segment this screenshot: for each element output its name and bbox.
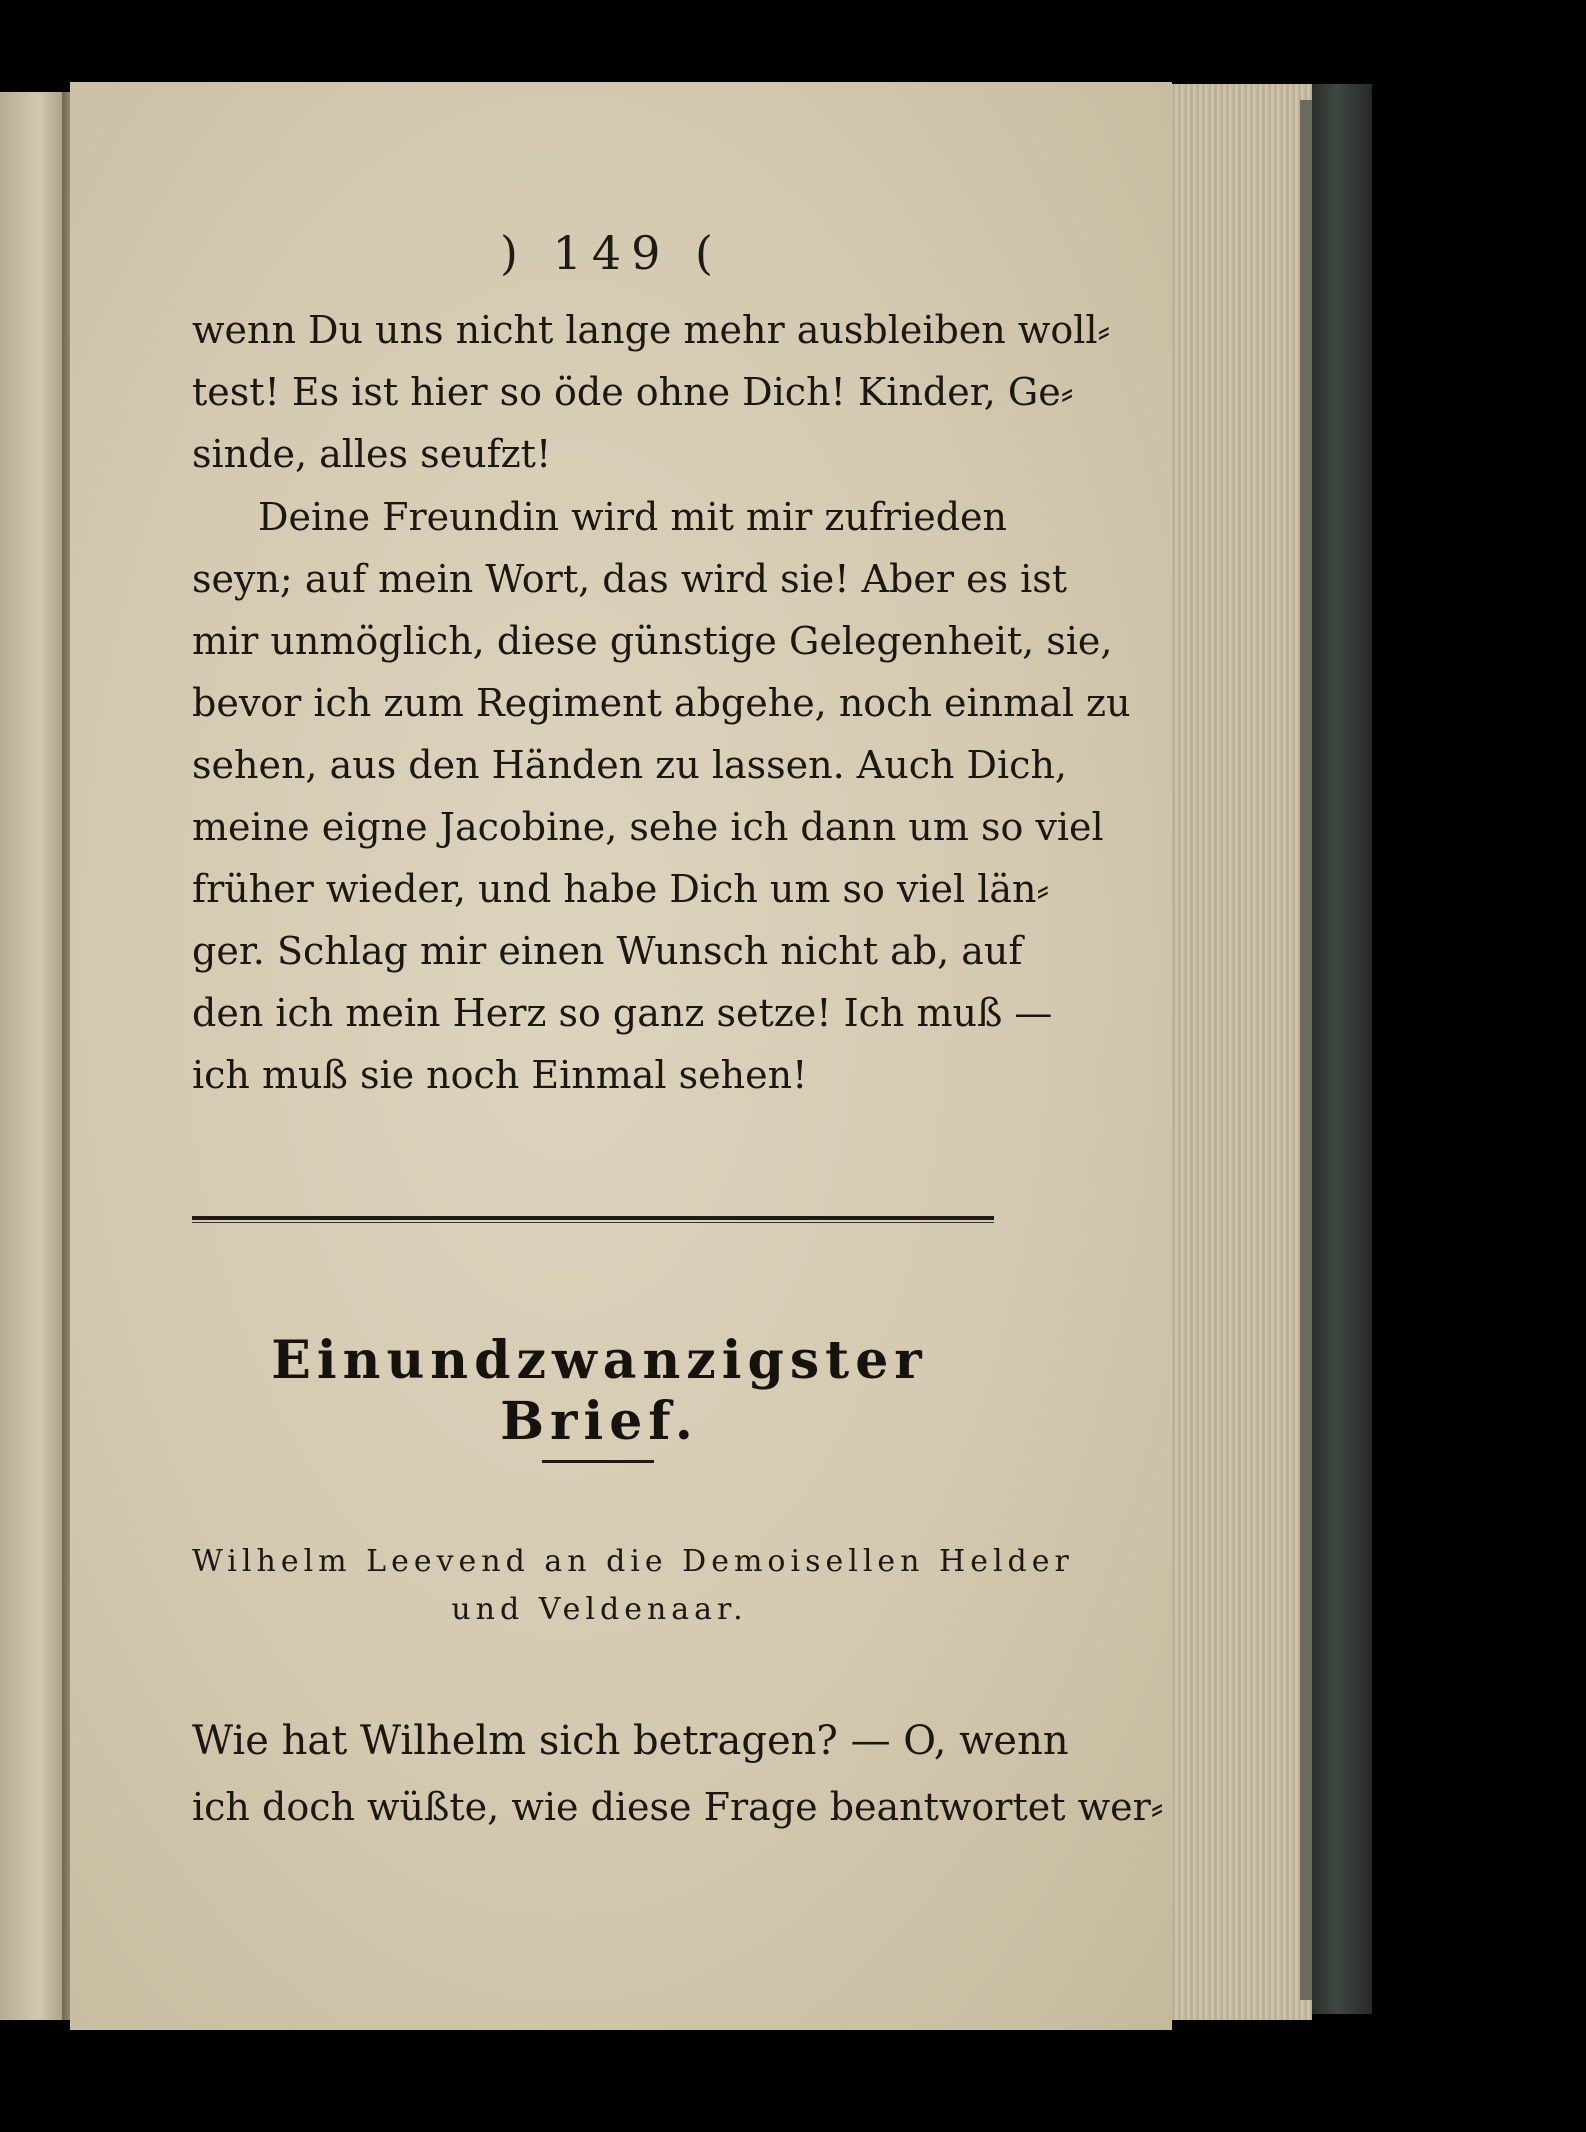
text-line: sehen, aus den Händen zu lassen. Auch Dich, (192, 743, 1068, 787)
text-line: test! Es ist hier so öde ohne Dich! Kinder, Ge⸗ (192, 370, 1074, 414)
letter-address-line: Wilhelm Leevend an die Demoisellen Helder (192, 1544, 1074, 1579)
text-line: bevor ich zum Regiment abgehe, noch einmal zu (192, 681, 1131, 725)
section-divider-thin (192, 1222, 994, 1223)
page-number: ) 149 ( (500, 226, 723, 280)
stacked-page-edges (1172, 84, 1312, 2020)
text-line: früher wieder, und habe Dich um so viel län⸗ (192, 867, 1050, 911)
text-line: sinde, alles seufzt! (192, 432, 552, 476)
text-line: meine eigne Jacobine, sehe ich dann um so viel (192, 805, 1104, 849)
text-line: wenn Du uns nicht lange mehr ausbleiben woll⸗ (192, 308, 1111, 352)
paragraph-first-line: Deine Freundin wird mit mir zufrieden (258, 495, 1008, 539)
text-line: den ich mein Herz so ganz setze! Ich muß — (192, 991, 1053, 1035)
heading-rule (542, 1460, 654, 1463)
text-line: mir unmöglich, diese günstige Gelegenheit, sie, (192, 619, 1113, 663)
letter-text-line: Wie hat Wilhelm sich betragen? — O, wenn (192, 1718, 1069, 1764)
previous-page-edge (0, 92, 66, 2020)
letter-text-line: ich doch wüßte, wie diese Frage beantwortet wer⸗ (192, 1785, 1164, 1829)
section-divider (192, 1216, 994, 1220)
text-line: ger. Schlag mir einen Wunsch nicht ab, auf (192, 929, 1023, 973)
text-line: ich muß sie noch Einmal sehen! (192, 1053, 808, 1097)
book-cover-binding (1312, 84, 1372, 2014)
letter-heading: Einundzwanzigster Brief. (271, 1330, 928, 1452)
text-line: seyn; auf mein Wort, das wird sie! Aber es ist (192, 557, 1068, 601)
letter-address-line: und Veldenaar. (451, 1592, 748, 1627)
